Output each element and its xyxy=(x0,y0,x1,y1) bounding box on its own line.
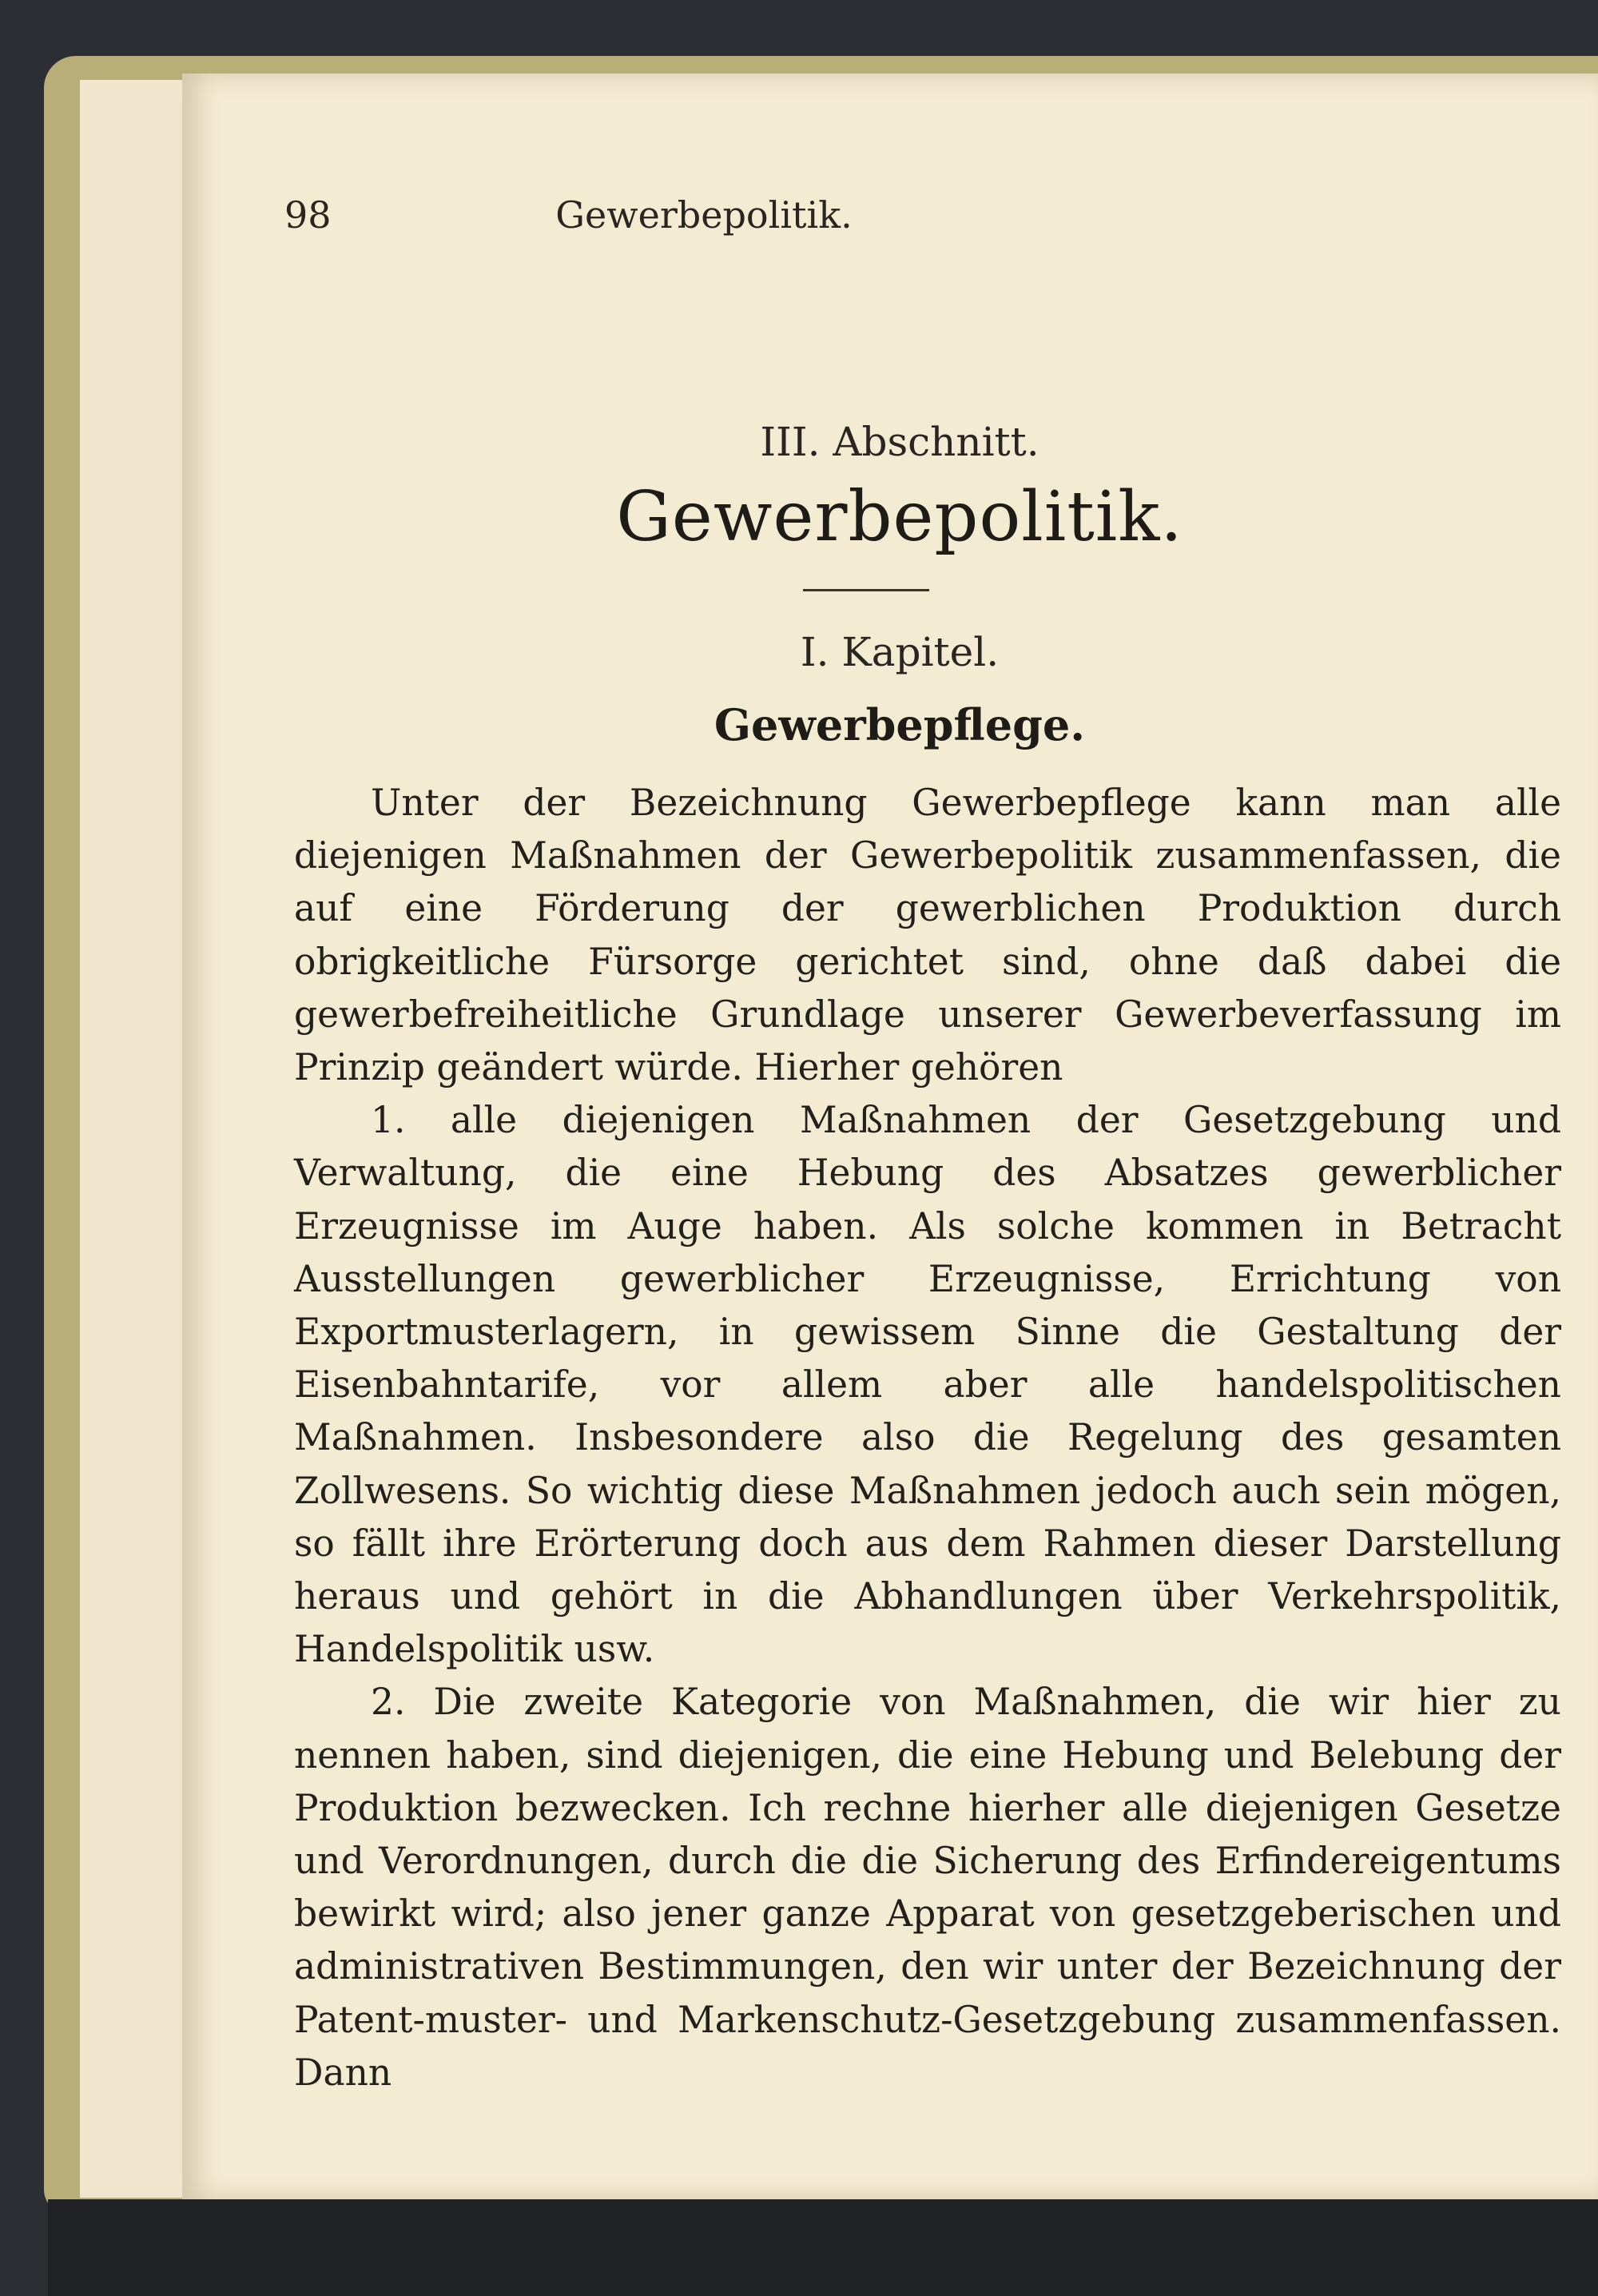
page-number: 98 xyxy=(284,193,332,237)
running-head: Gewerbepolitik. xyxy=(555,193,853,237)
book-page xyxy=(182,74,1598,2199)
paragraph: Unter der Bezeichnung Gewerbepflege kann man alle diejenigen Maßnahmen der Gewerbepolitik zusammenfassen, die auf eine Förderung der gewerblichen Produktion durch obrigkeitliche Fürsorge gerichtet sind, ohne daß dabei die gewerbefreiheitliche Grundlage unserer Gewerbeverfassung im Prinzip geändert würde. Hierher gehören xyxy=(294,782,1561,1089)
paragraph: 2. Die zweite Kategorie von Maßnahmen, die wir hier zu nennen haben, sind diejenigen, die eine Hebung und Belebung der Produktion bezwecken. Ich rechne hierher alle diejenigen Gesetze und Verordnungen, durch die die Sicherung des Erfindereigentums bewirkt wird; also jener ganze Apparat von gesetzgeberischen und administrativen Bestimmungen, den wir unter der Bezeichnung der Patent-muster- und Markenschutz-Gesetzgebung zusammenfassen. Dann xyxy=(294,1681,1561,2094)
page-header xyxy=(284,193,1515,257)
body-text xyxy=(294,777,1561,2099)
title-rule xyxy=(803,589,929,591)
chapter-label: I. Kapitel. xyxy=(800,629,1000,675)
section-label: III. Abschnitt. xyxy=(760,419,1039,465)
page-edge xyxy=(166,80,184,2198)
section-title: Gewerbepolitik. xyxy=(616,477,1183,557)
paragraph: 1. alle diejenigen Maßnahmen der Gesetzgebung und Verwaltung, die eine Hebung des Absatzes gewerblicher Erzeugnisse im Auge haben. Als solche kommen in Betracht Ausstellungen gewerblicher Erzeugnisse, Errichtung von Exportmusterlagern, in gewissem Sinne die Gestaltung der Eisenbahntarife, vor allem aber alle handelspolitischen Maßnahmen. Insbesondere also die Regelung des gesamten Zollwesens. So wichtig diese Maßnahmen jedoch auch sein mögen, so fällt ihre Erörterung doch aus dem Rahmen dieser Darstellung heraus und gehört in die Abhandlungen über Verkehrspolitik, Handelspolitik usw. xyxy=(294,1099,1561,1671)
chapter-title: Gewerbepflege. xyxy=(714,699,1086,750)
bottom-shadow xyxy=(48,2199,1598,2296)
